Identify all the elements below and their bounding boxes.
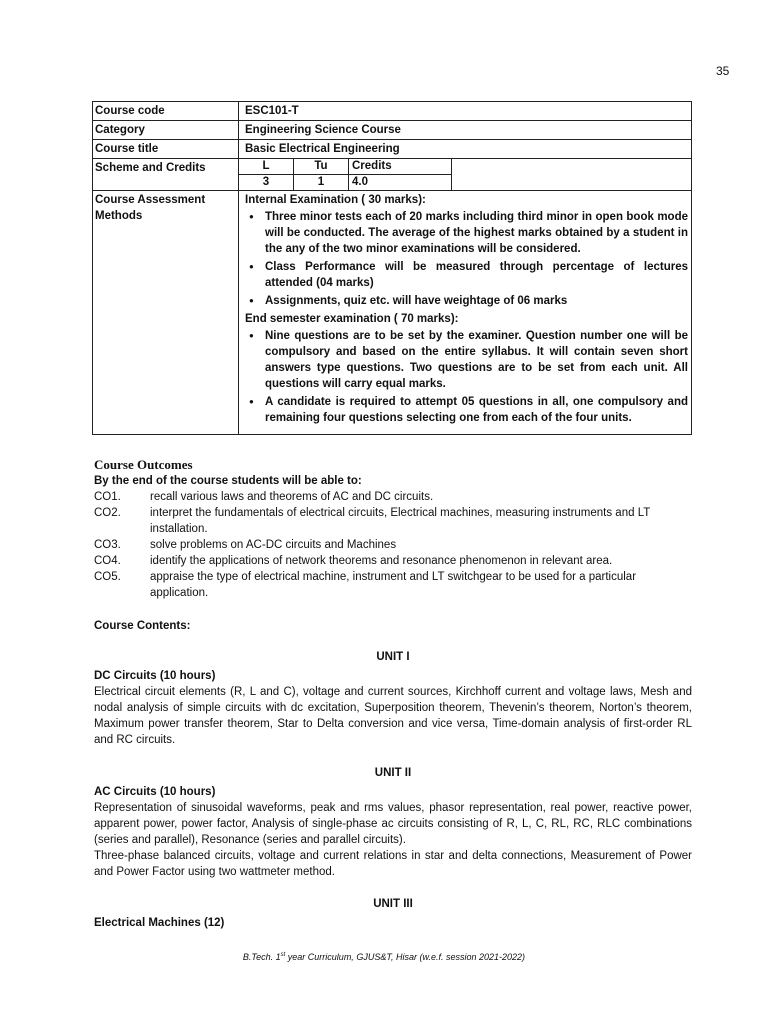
course-title-label: Course title xyxy=(93,140,239,159)
page-footer xyxy=(0,952,768,962)
unit-body: Representation of sinusoidal waveforms, peak and rms values, phasor representation, real power, reactive power, apparent power, power factor, Analysis of single-phase ac circuits consisting of R, L, C, RL, RC, RLC combinations (series and parallel), Resonance (series and parallel circuits). xyxy=(94,802,692,846)
unit-body: Electrical circuit elements (R, L and C), voltage and current sources, Kirchhoff current and voltage laws, Mesh and nodal analysis of simple circuits with dc excitation, Superposition theorem, Thevenin’s theorem, Norton’s theorem, Maximum power transfer theorem, Star to Delta conversion and vice versa, Time-domain analysis of first-order RL and RC circuits. xyxy=(94,686,692,746)
internal-exam-list xyxy=(245,209,688,309)
table-row xyxy=(93,159,692,191)
outcomes-title: Course Outcomes xyxy=(94,457,193,472)
course-info-table xyxy=(92,101,692,435)
course-code-label: Course code xyxy=(93,102,239,121)
outcome-id: CO3. xyxy=(94,539,121,551)
unit-section xyxy=(94,765,692,880)
outcomes-subtitle: By the end of the course students will be able to: xyxy=(94,475,362,487)
list-item xyxy=(94,569,692,601)
assessment-label: Course Assessment Methods xyxy=(93,191,239,435)
credits-table xyxy=(238,158,452,191)
footer-prefix: B.Tech. 1 xyxy=(242,952,281,962)
end-exam-list xyxy=(245,328,688,426)
course-title-value: Basic Electrical Engineering xyxy=(239,140,692,159)
course-code-value: ESC101-T xyxy=(239,102,692,121)
scheme-value-l: 3 xyxy=(239,175,294,191)
outcome-text: recall various laws and theorems of AC and DC circuits. xyxy=(150,491,434,503)
scheme-cell xyxy=(239,159,692,191)
list-item xyxy=(94,489,692,505)
table-row xyxy=(239,159,452,175)
unit-heading: Electrical Machines (12) xyxy=(94,917,225,929)
scheme-header-credits: Credits xyxy=(349,159,452,175)
outcome-id: CO5. xyxy=(94,571,121,583)
end-exam-heading: End semester examination ( 70 marks): xyxy=(245,313,459,325)
outcome-id: CO1. xyxy=(94,491,121,503)
unit-title: UNIT II xyxy=(374,767,412,779)
list-item: ● Assignments, quiz etc. will have weightage of 06 marks xyxy=(245,293,688,309)
table-row xyxy=(93,191,692,435)
list-item: ● A candidate is required to attempt 05 questions in all, one compulsory and remaining four questions selecting one from each of the four units. xyxy=(245,394,688,426)
table-row xyxy=(93,140,692,159)
course-contents-title: Course Contents: xyxy=(94,620,191,632)
footer-sup: st xyxy=(280,952,286,958)
category-label: Category xyxy=(93,121,239,140)
unit-body: Three-phase balanced circuits, voltage and current relations in star and delta connections, Measurement of Power and Power Factor using two wattmeter method. xyxy=(94,850,692,878)
outcome-id: CO2. xyxy=(94,507,121,519)
category-value: Engineering Science Course xyxy=(239,121,692,140)
unit-section xyxy=(94,896,692,931)
assessment-cell xyxy=(239,191,692,435)
scheme-header-tu: Tu xyxy=(294,159,349,175)
list-item xyxy=(94,553,692,569)
list-item: ● Class Performance will be measured through percentage of lectures attended (04 marks) xyxy=(245,259,688,291)
table-row xyxy=(93,121,692,140)
outcome-text: solve problems on AC-DC circuits and Machines xyxy=(150,539,397,551)
outcome-text: appraise the type of electrical machine, instrument and LT switchgear to be used for a particular application. xyxy=(150,571,637,599)
footer-suffix: year Curriculum, GJUS&T, Hisar (w.e.f. session 2021-2022) xyxy=(285,952,526,962)
list-item xyxy=(94,505,692,537)
page-number: 35 xyxy=(716,64,730,78)
outcome-id: CO4. xyxy=(94,555,121,567)
outcome-text: interpret the fundamentals of electrical circuits, Electrical machines, measuring instruments and LT installation. xyxy=(150,507,651,535)
scheme-header-l: L xyxy=(239,159,294,175)
table-row xyxy=(93,102,692,121)
list-item: ● Nine questions are to be set by the examiner. Question number one will be compulsory and based on the entire syllabus. It will contain seven short answers type questions. Two questions are to be set from each unit. All questions will carry equal marks. xyxy=(245,328,688,392)
scheme-value-credits: 4.0 xyxy=(349,175,452,191)
outcome-text: identify the applications of network theorems and resonance phenomenon in relevant area. xyxy=(150,555,613,567)
unit-title: UNIT I xyxy=(376,651,410,663)
table-row xyxy=(239,175,452,191)
scheme-value-tu: 1 xyxy=(294,175,349,191)
unit-heading: DC Circuits (10 hours) xyxy=(94,670,216,682)
internal-exam-heading: Internal Examination ( 30 marks): xyxy=(245,194,426,206)
list-item: ● Three minor tests each of 20 marks including third minor in open book mode will be conducted. The average of the highest marks obtained by a student in the any of the two minor examinations will be considered. xyxy=(245,209,688,257)
list-item xyxy=(94,537,692,553)
unit-heading: AC Circuits (10 hours) xyxy=(94,786,216,798)
course-outcomes-section xyxy=(94,457,692,601)
unit-title: UNIT III xyxy=(373,898,413,910)
unit-section xyxy=(94,649,692,748)
scheme-label: Scheme and Credits xyxy=(93,159,239,191)
